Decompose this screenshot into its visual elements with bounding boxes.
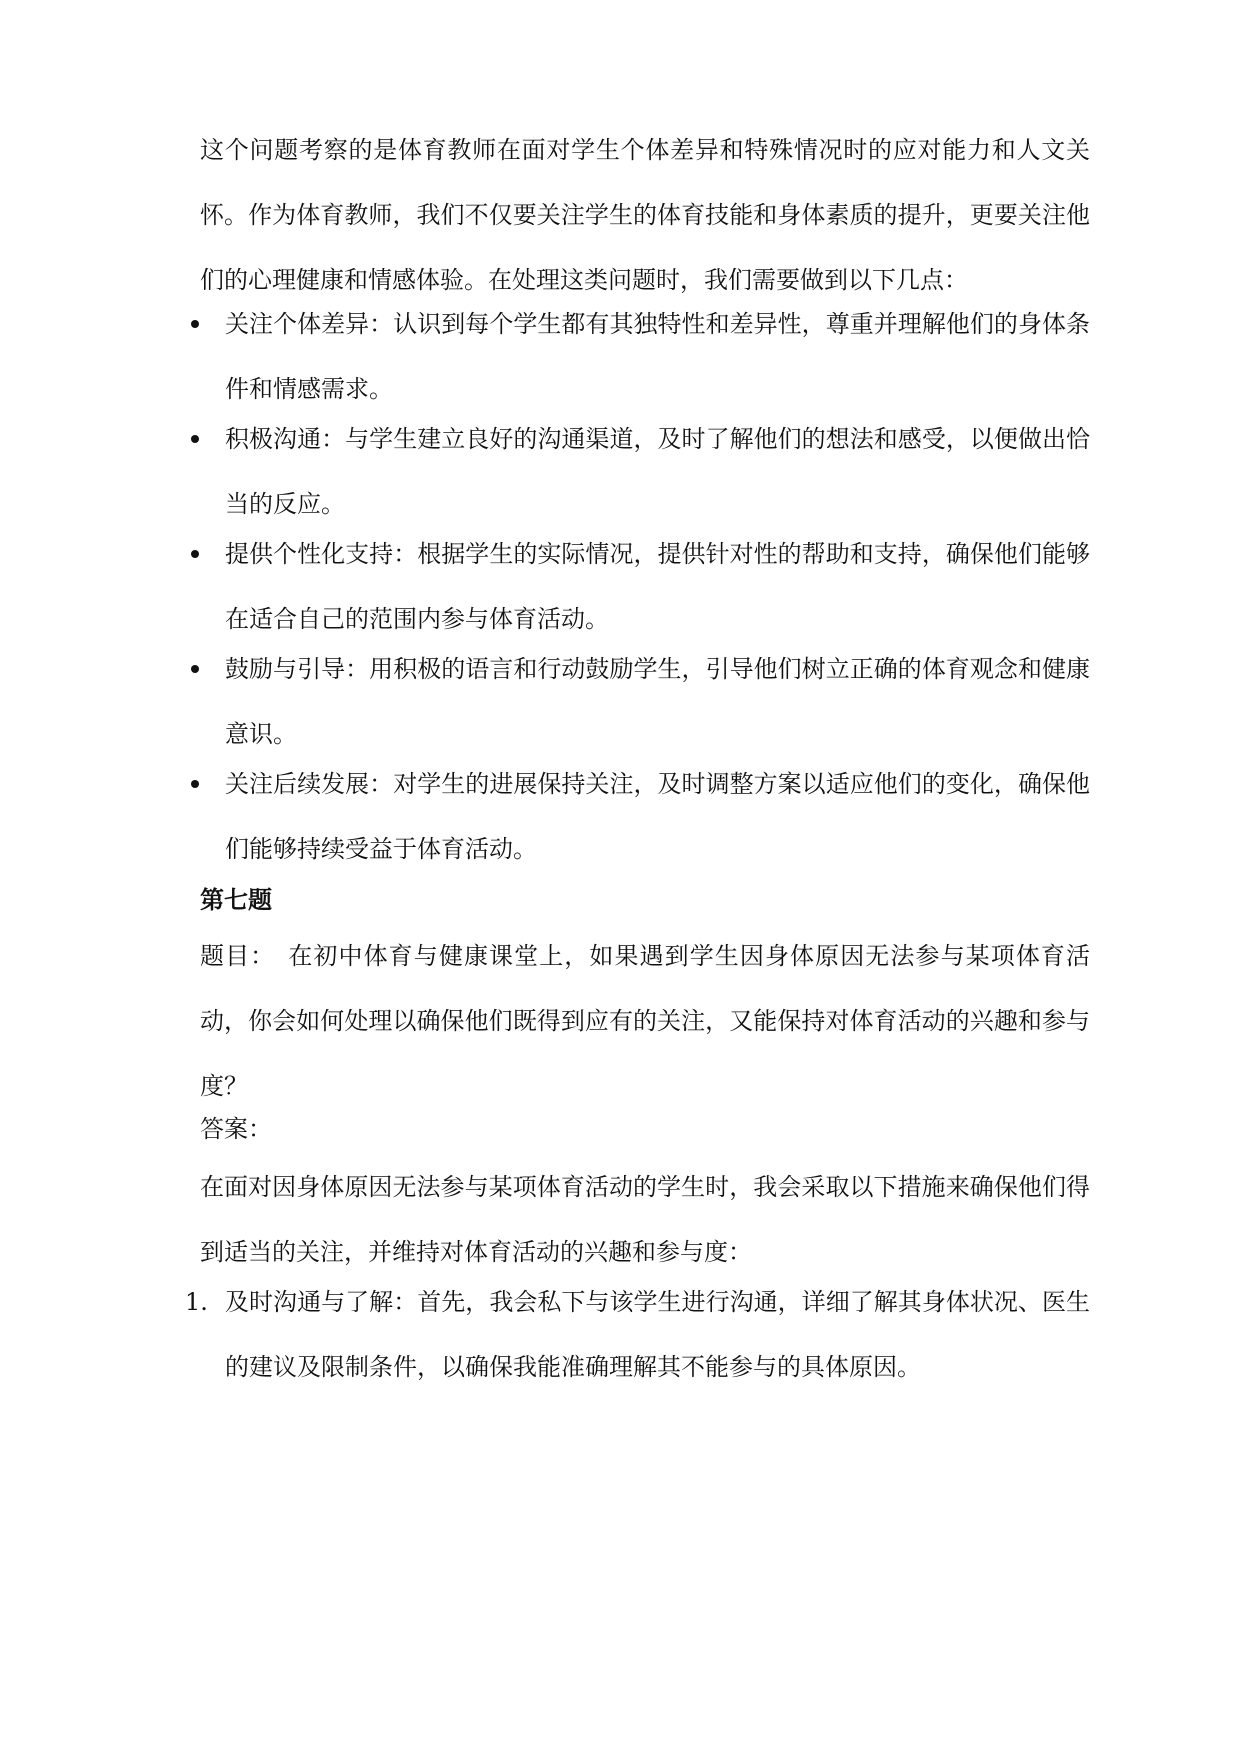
bullet-text: 积极沟通：与学生建立良好的沟通渠道，及时了解他们的想法和感受，以便做出恰当的反应。 — [225, 425, 1090, 518]
bullet-item-2 — [185, 407, 1090, 537]
bullet-item-5 — [185, 752, 1090, 882]
answer-intro-paragraph: 在面对因身体原因无法参与某项体育活动的学生时，我会采取以下措施来确保他们得到适当的关注，并维持对体育活动的兴趣和参与度： — [200, 1173, 1090, 1266]
bullet-item-1 — [185, 292, 1090, 422]
section-title: 第七题 — [200, 885, 272, 914]
bullet-text: 提供个性化支持：根据学生的实际情况，提供针对性的帮助和支持，确保他们能够在适合自己的范围内参与体育活动。 — [225, 540, 1090, 633]
bullet-text: 鼓励与引导：用积极的语言和行动鼓励学生，引导他们树立正确的体育观念和健康意识。 — [225, 655, 1090, 748]
bullet-item-3 — [185, 522, 1090, 652]
answer-label: 答案： — [200, 1115, 272, 1143]
bullet-item-4 — [185, 637, 1090, 767]
bullet-text: 关注后续发展：对学生的进展保持关注，及时调整方案以适应他们的变化，确保他们能够持续受益于体育活动。 — [225, 770, 1090, 863]
numbered-item-1 — [185, 1270, 1090, 1400]
intro-paragraph: 这个问题考察的是体育教师在面对学生个体差异和特殊情况时的应对能力和人文关怀。作为体育教师，我们不仅要关注学生的体育技能和身体素质的提升，更要关注他们的心理健康和情感体验。在处理这类问题时，我们需要做到以下几点： — [200, 136, 1090, 294]
bullet-text: 关注个体差异：认识到每个学生都有其独特性和差异性，尊重并理解他们的身体条件和情感需求。 — [225, 310, 1090, 403]
list-number: 1. — [185, 1288, 208, 1316]
question-paragraph: 题目： 在初中体育与健康课堂上，如果遇到学生因身体原因无法参与某项体育活动，你会如何处理以确保他们既得到应有的关注，又能保持对体育活动的兴趣和参与度？ — [200, 942, 1090, 1100]
numbered-text: 及时沟通与了解：首先，我会私下与该学生进行沟通，详细了解其身体状况、医生的建议及限制条件，以确保我能准确理解其不能参与的具体原因。 — [225, 1288, 1090, 1381]
